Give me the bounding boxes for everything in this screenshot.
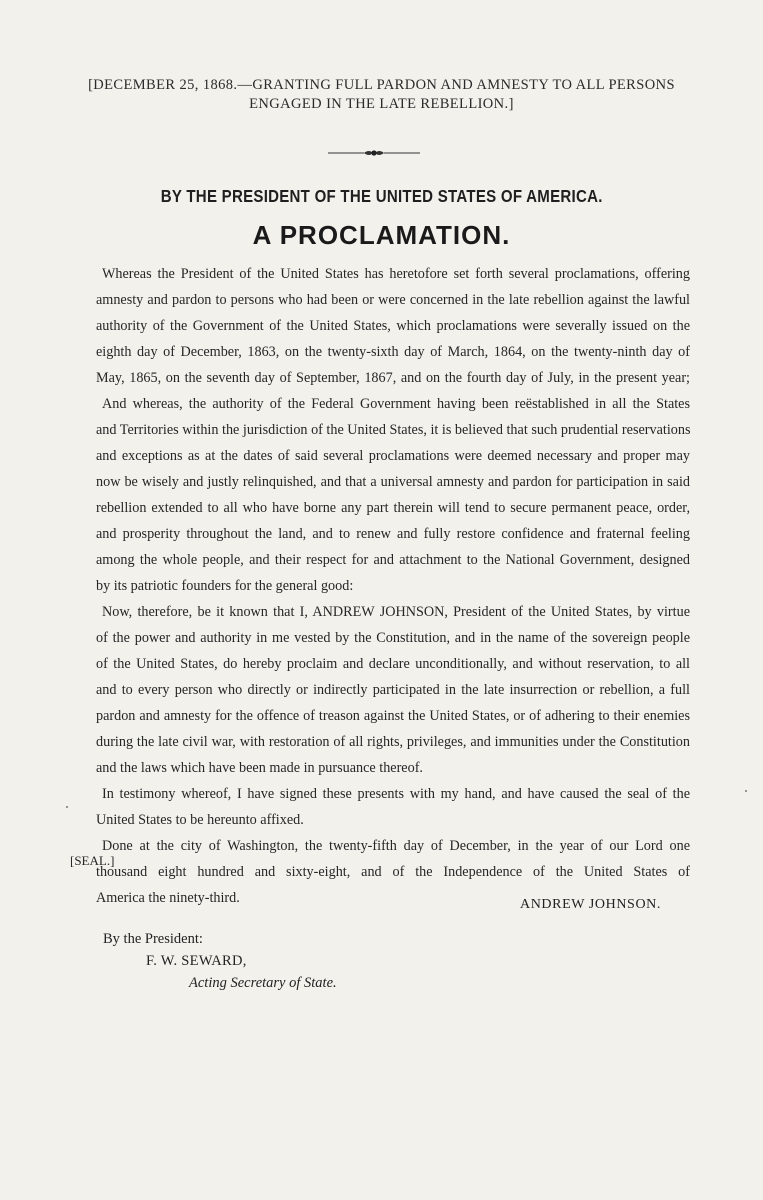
text-line: Whereas the President of the United States has heretofore set forth several proclamations, offering: [102, 266, 690, 282]
seal-label: [SEAL.]: [70, 853, 115, 868]
text-line: authority of the Government of the United States, which proclamations were severally issued on the: [96, 318, 690, 334]
text-line: by its patriotic founders for the general good:: [96, 578, 354, 594]
text-line: thousand eight hundred and sixty-eight, and of the Independence of the United States of: [96, 864, 690, 880]
text-line: Done at the city of Washington, the twenty-fifth day of December, in the year of our Lord one: [102, 838, 690, 854]
secretary-name: F. W. SEWARD,: [146, 953, 247, 969]
text-line: In testimony whereof, I have signed these presents with my hand, and have caused the seal of the: [102, 786, 690, 802]
text-line: eighth day of December, 1863, on the twenty-sixth day of March, 1864, on the twenty-ninth day of: [96, 344, 690, 360]
text-line: and prosperity throughout the land, and to renew and fully restore confidence and fraternal feeling: [96, 526, 690, 542]
header-line-2: ENGAGED IN THE LATE REBELLION.]: [249, 96, 514, 112]
text-line: and the laws which have been made in pursuance thereof.: [96, 760, 423, 776]
text-line: pardon and amnesty for the offence of treason against the United States, or of adhering to their enemies: [96, 708, 690, 724]
attestation-label: By the President:: [103, 931, 203, 947]
document-header: [0, 76, 763, 114]
paragraph-testimony: [96, 781, 690, 833]
text-line: among the whole people, and their respect for and attachment to the National Government, designed: [96, 552, 690, 568]
president-heading: BY THE PRESIDENT OF THE UNITED STATES OF AMERICA.: [160, 186, 603, 206]
header-line-1: [DECEMBER 25, 1868.—GRANTING FULL PARDON AND AMNESTY TO ALL PERSONS: [88, 77, 675, 93]
text-line: Now, therefore, be it known that I, ANDREW JOHNSON, President of the United States, by virtue: [102, 604, 690, 620]
secretary-title: Acting Secretary of State.: [189, 975, 337, 991]
proclamation-body: [96, 261, 690, 911]
text-line: of the power and authority in me vested by the Constitution, and in the name of the sovereign people: [96, 630, 690, 646]
text-line: now be wisely and justly relinquished, and that a universal amnesty and pardon for participation in said: [96, 474, 690, 490]
text-line: rebellion extended to all who have borne any part therein will tend to secure permanent peace, order,: [96, 500, 690, 516]
proclamation-title: A PROCLAMATION.: [252, 220, 511, 250]
text-line: during the late civil war, with restoration of all rights, privileges, and immunities under the Constitution: [96, 734, 690, 750]
text-line: and to every person who directly or indirectly participated in the late insurrection or rebellion, a full: [96, 682, 690, 698]
ornament-divider-icon: [326, 146, 422, 160]
text-line: and Territories within the jurisdiction of the United States, it is believed that such prudential reservations: [96, 422, 691, 438]
paper-speck: [745, 790, 747, 792]
text-line: of the United States, do hereby proclaim and declare unconditionally, and without reservation, to all: [96, 656, 690, 672]
paragraph-whereas: [96, 261, 690, 391]
text-line: United States to be hereunto affixed.: [96, 812, 304, 828]
paper-speck: [66, 806, 68, 808]
text-line: And whereas, the authority of the Federal Government having been reëstablished in all the States: [102, 396, 690, 412]
text-line: May, 1865, on the seventh day of September, 1867, and on the fourth day of July, in the present year;: [96, 370, 690, 386]
paragraph-and-whereas: [96, 391, 690, 599]
text-line: America the ninety-third.: [96, 890, 240, 906]
president-signature: ANDREW JOHNSON.: [520, 897, 661, 912]
text-line: amnesty and pardon to persons who had been or were concerned in the late rebellion against the lawful: [96, 292, 690, 308]
paragraph-now-therefore: [96, 599, 690, 781]
text-line: and exceptions as at the dates of said several proclamations were deemed necessary and proper may: [96, 448, 690, 464]
